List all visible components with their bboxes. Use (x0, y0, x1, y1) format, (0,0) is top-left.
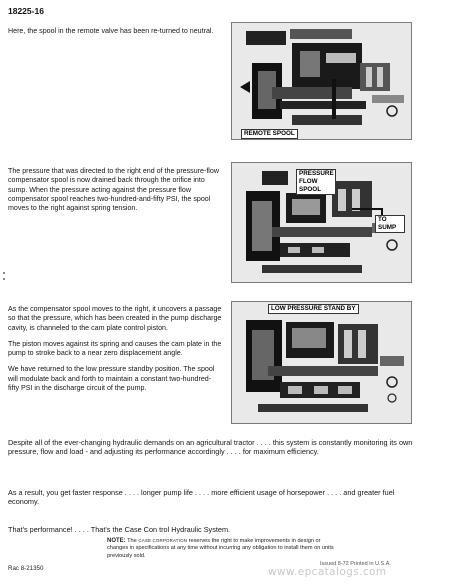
section-3-paragraph: We have returned to the low pressure standby position. The spool will modulate back and forth to maintain a constant two-hundred-fifty PSI in the discharge circuit of the pump. (8, 365, 215, 393)
label-remote-spool: REMOTE SPOOL (241, 129, 298, 139)
section-2-text: The pressure that was directed to the right end of the pressure-flow compensator spool is now drained back through the orifice into sump. When the pressure acting against the pressure flow compensator spool reaches two-hundred-and-fifty PSI, the spool moves to the right against spring tension. (8, 167, 219, 213)
note-lead: The (127, 538, 137, 544)
hydraulic-diagram-3 (232, 302, 411, 423)
watermark: www.epcatalogs.com (268, 566, 387, 578)
note-block (107, 537, 339, 560)
figure-remote-spool (231, 22, 412, 140)
figure-low-pressure-stand-by (231, 301, 412, 424)
body-paragraph: Despite all of the ever-changing hydraulic demands on an agricultural tractor . . . . this system is constantly monitoring its own pressure, flow and load - and adjusting its performance accordingly . . . . for maximum efficiency. (8, 438, 413, 457)
note-label: NOTE: (107, 538, 126, 544)
section-3-paragraph: As the compensator spool moves to the right, it uncovers a passage so that the pressure, which has been created in the pump discharge cavity, is channeled to the cam plate control piston. (8, 305, 222, 332)
body-paragraph: As a result, you get faster response . . . . longer pump life . . . . more efficient usage of horsepower . . . . and greater fuel economy. (8, 488, 395, 507)
section-1-text: Here, the spool in the remote valve has been re-turned to neutral. (8, 27, 214, 35)
section-3-text (8, 305, 222, 400)
label-low-pressure-stand-by: LOW PRESSURE STAND BY (268, 304, 359, 314)
label-pressure-flow-spool: PRESSURE FLOW SPOOL (296, 169, 336, 195)
body-paragraph: That's performance! . . . . That's the Case Con trol Hydraulic System. (8, 525, 231, 534)
label-to-sump: TO SUMP (375, 215, 405, 233)
margin-mark (3, 272, 6, 286)
page-number: 18225-16 (8, 6, 44, 16)
hydraulic-diagram-1 (232, 23, 411, 139)
section-3-paragraph: The piston moves against its spring and causes the cam plate in the pump to stroke back to a near zero displacement angle. (8, 339, 222, 358)
footer-document-id: Rac 8-21350 (8, 565, 44, 572)
note-text: reserves the right to make improvements in design or changes in specifications at any time without incurring any obligation to install them on units previously sold. (107, 538, 334, 559)
footer-issue-date: Issued 8-72 Printed in U.S.A. (320, 561, 391, 567)
note-company: CASE CORPORATION (138, 538, 188, 543)
figure-pressure-flow-spool (231, 162, 412, 283)
